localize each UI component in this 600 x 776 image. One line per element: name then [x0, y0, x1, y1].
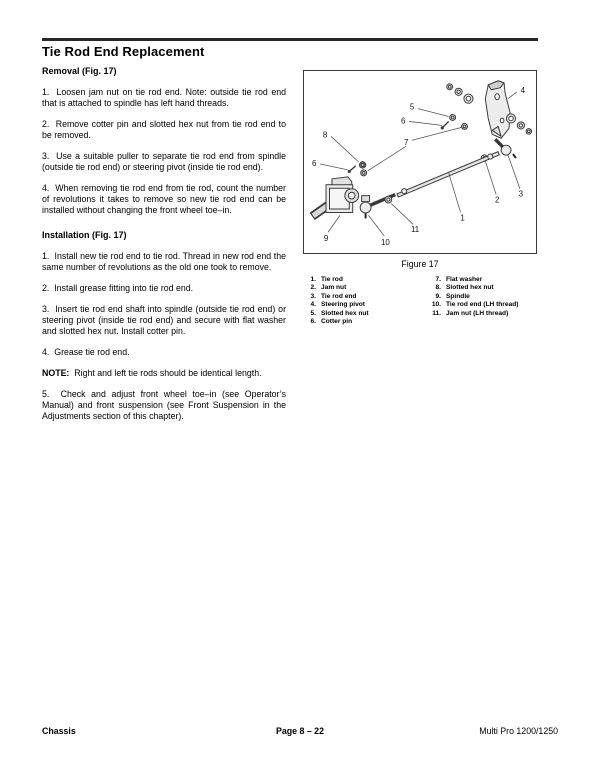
- legend-item: 10. Tie rod end (LH thread): [431, 301, 519, 309]
- washer-set-right: [506, 114, 531, 134]
- callout-leader-line: [331, 136, 359, 162]
- body-paragraph: 2. Install grease fitting into tie rod end.: [42, 283, 194, 293]
- callout-leader-line: [369, 215, 385, 236]
- callout-leader-line: [508, 155, 520, 189]
- page-title: Tie Rod End Replacement: [42, 44, 205, 59]
- steering-pivot: [312, 177, 358, 217]
- spindle-part: [485, 81, 510, 138]
- body-column: [42, 66, 286, 432]
- body-paragraph: 1. Install new tie rod end to tie rod. Thread in new rod end the same number of revolutions as the old one took to remove.: [42, 251, 286, 272]
- tie-rod-exploded-diagram: [304, 71, 536, 253]
- figure-box: [303, 70, 537, 254]
- callout-number: 3: [518, 189, 524, 199]
- body-paragraph: 3. Insert tie rod end shaft into spindle (outside tie rod end) or steering pivot (inside tie rod end) and secure with flat washer and slotted hex nut. Install cotter pin.: [42, 304, 286, 336]
- callout-number: 10: [380, 238, 390, 248]
- callout-leader-line: [418, 109, 449, 117]
- figure-caption: Figure 17: [401, 259, 439, 269]
- legend-item: 11. Jam nut (LH thread): [432, 309, 509, 317]
- callout-leader-line: [328, 215, 340, 232]
- footer-page-number: Page 8 – 22: [276, 726, 324, 736]
- callout-leader-line: [320, 164, 348, 170]
- callout-number: 7: [403, 138, 409, 148]
- body-paragraph: 4. When removing tie rod end from tie rod, count the number of revolutions it takes to remove so new tie rod end can be installed without changing the front wheel toe–in.: [42, 183, 286, 215]
- legend-item: 8. Slotted hex nut: [435, 284, 494, 292]
- footer-model: Multi Pro 1200/1250: [479, 726, 558, 736]
- page-footer: [42, 726, 558, 738]
- header-rule: [42, 38, 538, 41]
- legend-item: 4. Steering pivot: [310, 301, 365, 309]
- callout-number: 6: [311, 158, 317, 168]
- callout-leader-line: [485, 161, 496, 195]
- body-paragraph: NOTE: Right and left tie rods should be identical length.: [42, 368, 262, 378]
- body-paragraph: 1. Loosen jam nut on tie rod end. Note: outside tie rod end that is attached to spindle has left hand threads.: [42, 87, 286, 108]
- callout-number: 6: [400, 116, 406, 126]
- legend-column-right: [428, 276, 552, 326]
- callout-number: 1: [460, 213, 465, 223]
- body-paragraph: 3. Use a suitable puller to separate tie rod end from spindle (outside tie rod end) or steering pivot (inside tie rod end).: [42, 151, 286, 172]
- callout-number: 5: [409, 102, 415, 112]
- body-paragraph: 4. Grease tie rod end.: [42, 347, 130, 357]
- washer-set-left: [447, 84, 473, 103]
- callout-leader-line: [449, 173, 461, 213]
- legend-column-left: [306, 276, 428, 326]
- section-heading-removal: Removal (Fig. 17): [42, 66, 117, 76]
- tie-rod: [397, 153, 499, 196]
- legend-item: 1. Tie rod: [310, 276, 343, 283]
- body-paragraph: 2. Remove cotter pin and slotted hex nut from tie rod end to be removed.: [42, 119, 286, 140]
- legend-item: 6. Cotter pin: [310, 318, 353, 326]
- callout-number: 2: [494, 195, 500, 205]
- left-hardware-cluster: [348, 162, 366, 176]
- jam-nut-inner: [385, 196, 392, 203]
- legend-item: 2. Jam nut: [310, 284, 347, 292]
- callout-leader-line: [409, 121, 442, 125]
- legend-item: 9. Spindle: [435, 292, 470, 300]
- callout-number: 4: [520, 85, 526, 95]
- callout-number: 11: [410, 225, 420, 235]
- footer-chapter: Chassis: [42, 726, 76, 736]
- legend-item: 7. Flat washer: [435, 276, 483, 283]
- callout-leader-line: [391, 204, 413, 225]
- section-heading-installation: Installation (Fig. 17): [42, 230, 127, 240]
- callout-leader-line: [412, 127, 461, 140]
- body-paragraph: 5. Check and adjust front wheel toe–in (see Operator’s Manual) and front suspension (see Front Suspension in the Adjustments section of this chapter).: [42, 389, 286, 421]
- callout-leader-line: [508, 92, 517, 99]
- callout-number: 8: [322, 130, 328, 140]
- upper-hardware-cluster: [441, 115, 467, 130]
- figure-legend: [306, 276, 552, 326]
- callout-leader-line: [368, 146, 407, 171]
- legend-item: 3. Tie rod end: [310, 292, 357, 300]
- callout-number: 9: [323, 234, 329, 244]
- legend-item: 5. Slotted hex nut: [310, 309, 369, 317]
